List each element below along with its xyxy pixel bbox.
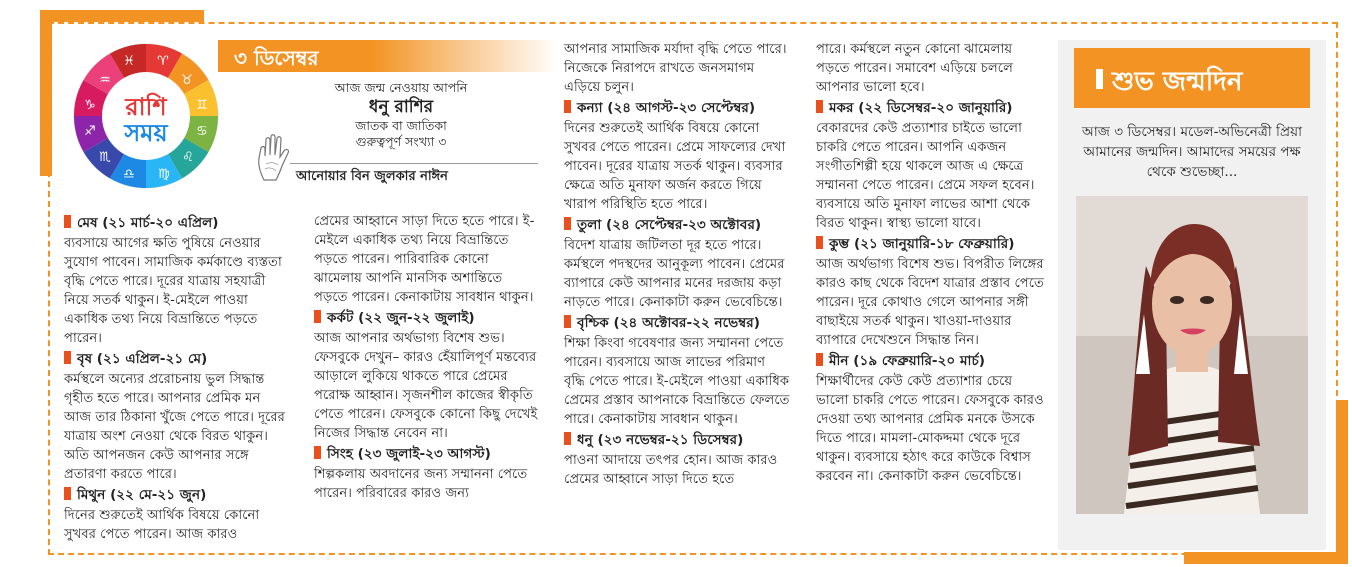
author-name: আনোয়ার বিন জুলকার নাঈন bbox=[296, 169, 448, 184]
horoscope-column-4 bbox=[816, 40, 1044, 488]
sign-text-virgo: দিনের শুরুতেই আর্থিক বিষয়ে কোনো সুখবর পেতে পারেন। প্রেমে সাফল্যের দেখা পাবেন। দূরের যাত্রায় সতর্ক থাকুন। ব্যবসার ক্ষেত্রে অতি মুনাফা অর্জন করতে গিয়ে খারাপ পরিস্থিতি হতে পারে। bbox=[564, 121, 786, 212]
svg-text:♎: ♎ bbox=[123, 167, 135, 182]
title-marker bbox=[1096, 69, 1103, 89]
sign-heading-aquarius: কুম্ভ (২১ জানুয়ারি-১৮ ফেব্রুয়ারি) bbox=[816, 235, 1044, 254]
celebrity-photo bbox=[1076, 196, 1308, 514]
heading-marker bbox=[564, 432, 571, 445]
heading-marker bbox=[564, 100, 571, 113]
svg-text:♌: ♌ bbox=[182, 150, 194, 165]
sign-text-leo: শিল্পকলায় অবদানের জন্য সম্মাননা পেতে পারেন। পরিবারের কারও জন্য bbox=[314, 467, 528, 501]
zodiac-wheel-logo bbox=[72, 42, 220, 190]
sign-text-cancer: আজ আপনার অর্থভাগ্য বিশেষ শুভ। ফেসবুকে দেখুন– কারও হেঁয়ালিপূর্ণ মন্তব্যের আড়ালে লুকিয়ে থাকতে পারে প্রেমের পরোক্ষ আহ্বান। সৃজনশীল কাজের স্বীকৃতি পেতে পারেন। ফেসবুকে কোনো কিছু দেখেই নিজের সিদ্ধান্ত নেবেন না। bbox=[314, 331, 538, 441]
sign-heading-virgo: কন্যা (২৪ আগস্ট-২৩ সেপ্টেম্বর) bbox=[564, 99, 790, 118]
sign-text-taurus: কর্মস্থলে অন্যের প্ররোচনায় ভুল সিদ্ধান্ত গৃহীত হতে পারে। আপনার প্রেমিক মন আজ তার ঠিকানা খুঁজে পেতে পারে। দূরের যাত্রায় অংশ নেওয়া থেকে বিরত থাকুন। অতি আপনজন কেউ আপনার সঙ্গে প্রতারণা করতে পারে। bbox=[64, 372, 285, 482]
birthday-text: আজ ৩ ডিসেম্বর। মডেল-অভিনেত্রী প্রিয়া আমানের জন্মদিন। আমাদের সময়ের পক্ষ থেকে শুভেচ্ছা... bbox=[1081, 124, 1303, 180]
sign-text-leo-cont: আপনার সামাজিক মর্যাদা বৃদ্ধি পেতে পারে। নিজেকে নিরাপদে রাখতে জনসমাগম এড়িয়ে চলুন। bbox=[564, 42, 787, 95]
logo-text-line1: রাশি bbox=[125, 93, 167, 121]
intro-line-1: আজ জন্ম নেওয়ায় আপনি bbox=[334, 80, 468, 95]
heading-marker bbox=[64, 487, 71, 500]
sign-heading-capricorn: মকর (২২ ডিসেম্বর-২০ জানুয়ারি) bbox=[816, 99, 1044, 118]
sign-text-libra: বিদেশ যাত্রায় জটিলতা দূর হতে পারে। কর্মস্থলে পদস্থদের আনুকূল্য পাবেন। প্রেমের ব্যাপারে কেউ আপনার মনের দরজায় কড়া নাড়তে পারে। কেনাকাটা করুন ভেবেচিন্তে। bbox=[564, 238, 785, 310]
heading-marker bbox=[64, 215, 71, 228]
sign-text-aries: ব্যবসায়ে আগের ক্ষতি পুষিয়ে নেওয়ার সুযোগ পাবেন। সামাজিক কর্মকাণ্ডে ব্যস্ততা বৃদ্ধি পেতে পারে। দূরের যাত্রায় সহযাত্রী নিয়ে সতর্ক থাকুন। ই-মেইলে পাওয়া একাধিক তথ্য নিয়ে বিভ্রান্তিতে পড়তে পারেন। bbox=[64, 236, 282, 346]
heading-marker bbox=[64, 351, 71, 364]
palm-icon bbox=[256, 134, 292, 182]
sign-text-aquarius: আজ অর্থভাগ্য বিশেষ শুভ। বিপরীত লিঙ্গের কারও কাছ থেকে বিদেশ যাত্রার প্রস্তাব পেতে পারেন। দূরে কোথাও গেলে আপনার সঙ্গী বাছাইয়ে সতর্ক থাকুন। খাওয়া-দাওয়ার ব্যাপারে দেখেশুনে সিদ্ধান্ত নিন। bbox=[816, 257, 1044, 348]
birthday-title-box bbox=[1074, 48, 1310, 108]
intro-line-3: জাতক বা জাতিকা bbox=[355, 118, 447, 133]
sign-text-pisces: শিক্ষার্থীদের কেউ কেউ প্রত্যাশার চেয়ে ভালো চাকরি পেতে পারেন। ফেসবুকে কারও দেওয়া তথ্য আপনার প্রেমিক মনকে উসকে দিতে পারে। মামলা-মোকদ্দমা থেকে দূরে থাকুন। ব্যবসায়ে হঠাৎ করে কাউকে বিশ্বাস করবেন না। কেনাকাটা করুন ভেবেচিন্তে। bbox=[816, 374, 1044, 484]
intro-lucky-number: গুরুত্বপূর্ণ সংখ্যা ৩ bbox=[355, 134, 447, 149]
heading-marker bbox=[816, 100, 823, 113]
svg-text:♉: ♉ bbox=[181, 73, 193, 88]
svg-text:♑: ♑ bbox=[84, 98, 96, 113]
corner-accent-top-left-horizontal bbox=[40, 10, 204, 22]
sign-heading-scorpio: বৃশ্চিক (২৪ অক্টোবর-২২ নভেম্বর) bbox=[564, 314, 790, 333]
sign-text-sagittarius-cont: পারে। কর্মস্থলে নতুন কোনো ঝামেলায় পড়তে পারেন। সমাবেশ এড়িয়ে চললে আপনার ভালো হবে। bbox=[816, 42, 1013, 95]
sign-text-scorpio: শিক্ষা কিংবা গবেষণার জন্য সম্মাননা পেতে পারেন। ব্যবসায়ে আজ লাভের পরিমাণ বৃদ্ধি পেতে পারে। ই-মেইলে পাওয়া একাধিক প্রেমের প্রস্তাব আপনাকে বিভ্রান্তিতে ফেলতে পারে। কেনাকাটায় সাবধান থাকুন। bbox=[564, 336, 790, 427]
horoscope-column-3 bbox=[564, 40, 790, 491]
svg-text:♒: ♒ bbox=[99, 73, 111, 88]
sign-heading-taurus: বৃষ (২১ এপ্রিল-২১ মে) bbox=[64, 350, 290, 369]
sign-heading-aries: মেষ (২১ মার্চ-২০ এপ্রিল) bbox=[64, 214, 290, 233]
svg-text:♐: ♐ bbox=[84, 124, 96, 139]
sign-heading-gemini: মিথুন (২২ মে-২১ জুন) bbox=[64, 486, 290, 505]
sign-text-gemini-cont: প্রেমের আহ্বানে সাড়া দিতে হতে পারে। ই-মেইলে একাধিক তথ্য নিয়ে বিভ্রান্তিতে পড়তে পারেন। পারিবারিক কোনো ঝামেলায় আপনি মানসিক অশান্তিতে পড়তে পারেন। কেনাকাটায় সাবধান থাকুন। bbox=[314, 214, 535, 305]
svg-text:♈: ♈ bbox=[157, 54, 169, 69]
svg-text:♊: ♊ bbox=[196, 98, 208, 113]
svg-text:♋: ♋ bbox=[196, 124, 208, 139]
date-banner-text: ৩ ডিসেম্বর bbox=[234, 46, 319, 70]
svg-text:♍: ♍ bbox=[158, 167, 170, 182]
sign-text-gemini: দিনের শুরুতেই আর্থিক বিষয়ে কোনো সুখবর পেতে পারেন। আজ কারও bbox=[64, 508, 260, 542]
heading-marker bbox=[816, 236, 823, 249]
sign-heading-libra: তুলা (২৪ সেপ্টেম্বর-২৩ অক্টোবর) bbox=[564, 216, 790, 235]
birth-intro bbox=[296, 80, 506, 150]
birthday-title: শুভ জন্মদিন bbox=[1112, 67, 1243, 97]
svg-text:♓: ♓ bbox=[123, 54, 135, 69]
sign-heading-cancer: কর্কট (২২ জুন-২২ জুলাই) bbox=[314, 309, 538, 328]
sign-text-sagittarius: পাওনা আদায়ে তৎপর হোন। আজ কারও প্রেমের আহ্বানে সাড়া দিতে হতে bbox=[564, 453, 778, 487]
heading-marker bbox=[314, 446, 321, 459]
intro-sign: ধনু রাশির bbox=[368, 97, 434, 117]
heading-marker bbox=[564, 315, 571, 328]
horoscope-column-2 bbox=[314, 212, 538, 505]
svg-text:♏: ♏ bbox=[99, 150, 111, 165]
author-divider bbox=[290, 163, 538, 164]
date-banner bbox=[218, 40, 558, 72]
sign-heading-pisces: মীন (১৯ ফেব্রুয়ারি-২০ মার্চ) bbox=[816, 352, 1044, 371]
sign-heading-leo: সিংহ (২৩ জুলাই-২৩ আগস্ট) bbox=[314, 445, 538, 464]
sign-text-capricorn: বেকারদের কেউ প্রত্যাশার চাইতে ভালো চাকরি পেতে পারেন। আপনি একজন সংগীতশিল্পী হয়ে থাকলে আজ এ ক্ষেত্রে সম্মাননা পেতে পারেন। প্রেমে সফল হবেন। ব্যবসায়ে অতি মুনাফা লাভের আশা থেকে বিরত থাকুন। স্বাস্থ্য ভালো যাবে। bbox=[816, 121, 1035, 231]
sign-heading-sagittarius: ধনু (২৩ নভেম্বর-২১ ডিসেম্বর) bbox=[564, 431, 790, 450]
heading-marker bbox=[564, 217, 571, 230]
logo-text-line2: সময় bbox=[124, 119, 168, 147]
heading-marker bbox=[816, 353, 823, 366]
horoscope-column-1 bbox=[64, 212, 290, 546]
heading-marker bbox=[314, 310, 321, 323]
